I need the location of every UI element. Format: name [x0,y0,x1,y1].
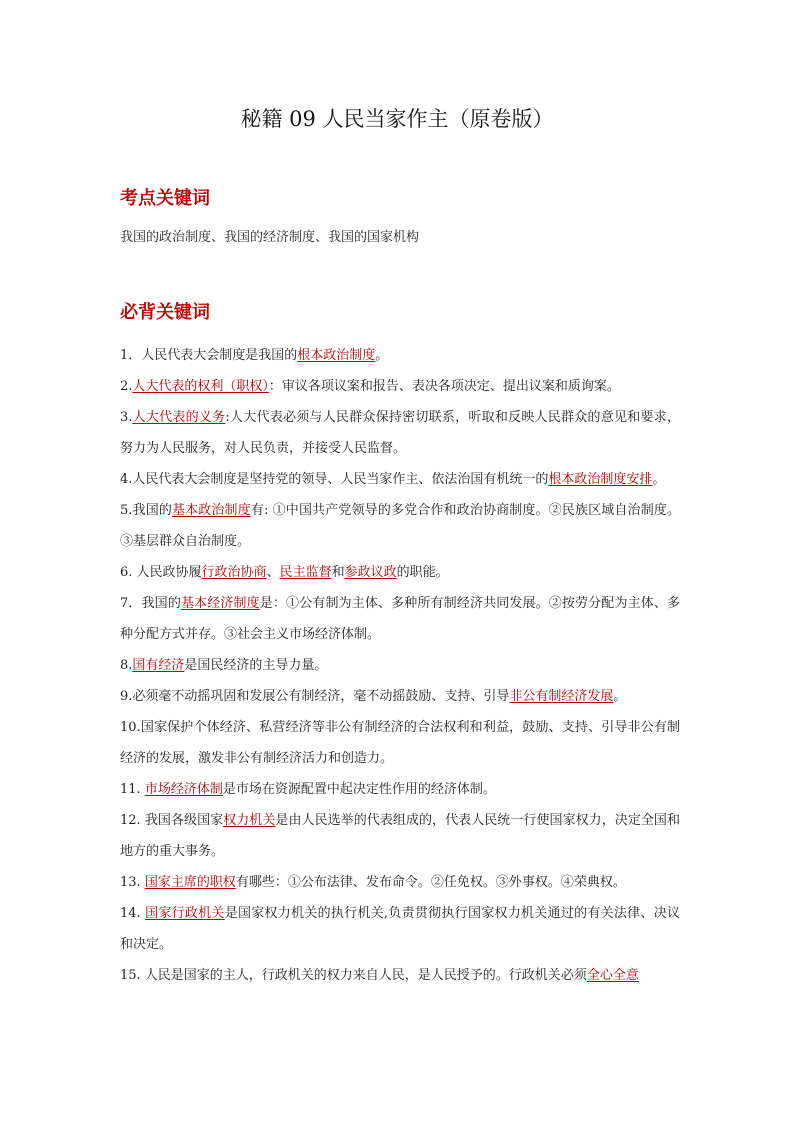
key-term: 人大代表的义务 [132,410,226,425]
list-item [120,402,680,464]
item-text: 是：①公有制为主体、多种所有制经济共同发展。②按劳分配为主体、多种分配方式并存。③社会主义市场经济体制。 [120,596,680,642]
page-title: 秘籍 09 人民当家作主（原卷版） [240,107,554,131]
list-item [120,340,680,371]
item-text: 1．人民代表大会制度是我国的 [120,348,298,363]
item-text: 5.我国的 [120,503,172,518]
key-term: 基本经济制度 [180,596,260,611]
item-text: 是国家权力机关的执行机关,负责贯彻执行国家权力机关通过的有关法律、决议和决定。 [120,906,680,952]
key-term: 行政治协商 [201,565,267,580]
list-item [120,774,680,805]
key-term: 市场经济体制 [144,782,223,797]
item-text: 13. [120,875,145,890]
item-text: 是市场在资源配置中起决定性作用的经济体制。 [222,782,496,797]
item-text: 2. [120,379,133,394]
item-text: 。 [652,472,666,487]
key-term: 全心全意 [586,968,639,983]
key-term: 权力机关 [223,813,276,828]
keyword-list [120,340,680,991]
item-text: 。 [375,348,389,363]
item-text: 有哪些：①公布法律、发布命令。②任免权。③外事权。④荣典权。 [235,875,626,890]
exam-keywords-text: 我国的政治制度、我国的经济制度、我国的国家机构 [120,230,420,245]
item-text: 。 [613,689,627,704]
list-item [120,588,680,650]
item-text: 有: ①中国共产党领导的多党合作和政治协商制度。②民族区域自治制度。③基层群众自治制度。 [120,503,680,549]
list-item [120,867,680,898]
list-item [120,898,680,960]
item-text: 是国民经济的主导力量。 [184,658,328,673]
item-text: 8. [120,658,133,673]
key-term: 基本政治制度 [171,503,251,518]
key-term: 人大代表的权利（职权） [132,379,269,394]
item-text: 4.人民代表大会制度是坚持党的领导、人民当家作主、依法治国有机统一的 [120,472,549,487]
list-item [120,371,680,402]
key-term: 根本政治制度 [297,348,376,363]
key-term: 非公有制经济发展 [509,689,614,704]
item-text: 6. 人民政协履 [120,565,202,580]
list-item [120,650,680,681]
list-item [120,495,680,557]
key-term: 参政议政 [344,565,397,580]
item-text: 的职能。 [396,565,449,580]
list-item [120,712,680,774]
key-term: 国家行政机关 [145,906,225,921]
item-text: 7．我国的 [120,596,181,611]
item-text: 11. [120,782,145,797]
key-term: 国有经济 [132,658,185,673]
list-item [120,557,680,588]
list-item [120,805,680,867]
item-text: 是由人民选举的代表组成的，代表人民统一行使国家权力，决定全国和地方的重大事务。 [120,813,680,859]
section-heading-exam-keywords: 考点关键词 [120,188,210,209]
section-heading-must-memorize: 必背关键词 [120,302,210,323]
list-item [120,960,680,991]
item-text: 10.国家保护个体经济、私营经济等非公有制经济的合法权利和利益，鼓励、支持、引导非公有制经济的发展，激发非公有制经济活力和创造力。 [120,720,680,766]
key-term: 根本政治制度安排 [548,472,653,487]
item-text: 、 [266,565,280,580]
list-item [120,681,680,712]
list-item [120,464,680,495]
item-text: 12. 我国各级国家 [120,813,224,828]
item-text: ：审议各项议案和报告、表决各项决定、提出议案和质询案。 [268,379,620,394]
item-text: 14. [120,906,146,921]
item-text: 3. [120,410,133,425]
item-text: 15. 人民是国家的主人，行政机关的权力来自人民，是人民授予的。行政机关必须 [120,968,587,983]
item-text: :人大代表必须与人民群众保持密切联系，听取和反映人民群众的意见和要求，努力为人民服务，对人民负责，并接受人民监督。 [120,410,680,456]
item-text: 和 [331,565,345,580]
item-text: 9.必须毫不动摇巩固和发展公有制经济，毫不动摇鼓励、支持、引导 [120,689,510,704]
key-term: 国家主席的职权 [144,875,236,890]
key-term: 民主监督 [279,565,332,580]
